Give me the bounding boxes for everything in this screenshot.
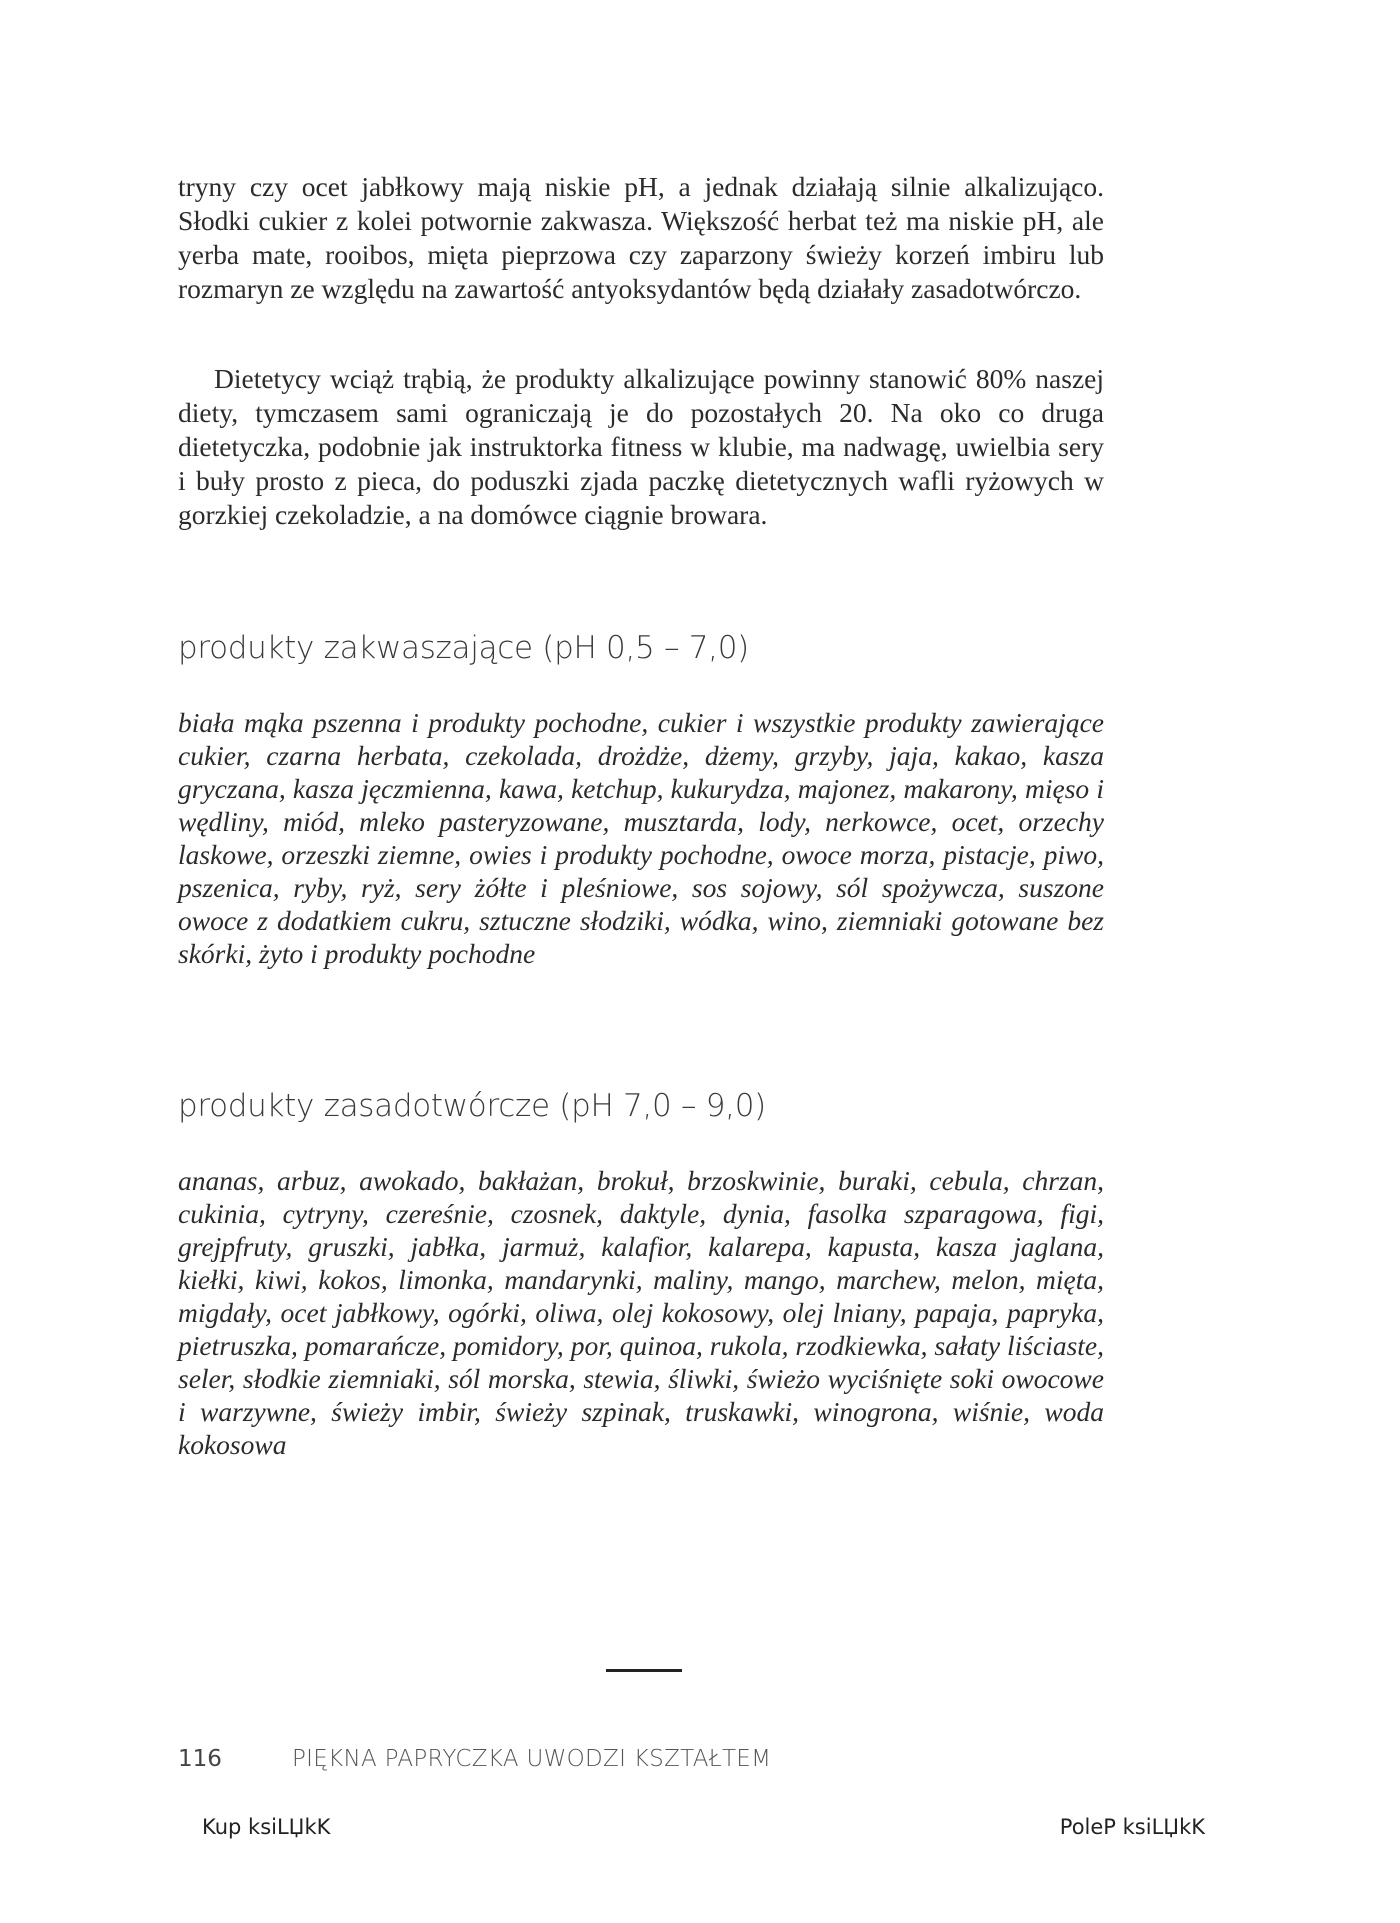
- paragraph-dietitians: Dietetycy wciąż trąbią, że produkty alkalizujące powinny stanowić 80% naszej diety, tymczasem sami ograniczają je do pozostałych 20. Na oko co druga dietetyczka, podobnie jak instruktorka fitness w klubie, ma nadwagę, uwielbia sery i buły prosto z pieca, do poduszki zjada paczkę dietetycznych wafli ryżowych w gorzkiej czekoladzie, a na domówce ciągnie browara.: [178, 363, 1104, 530]
- section-heading-alkalizing: produkty zasadotwórcze (pH 7,0 – 9,0): [178, 1088, 766, 1124]
- buy-book-link[interactable]: Kup ksiLЏkK: [202, 1815, 331, 1839]
- acidifying-products-list: biała mąka pszenna i produkty pochodne, cukier i wszystkie produkty zawierające cukier, czarna herbata, czekolada, drożdże, dżemy, grzyby, jaja, kakao, kasza gryczana, kasza jęczmienna, kawa, ketchup, kukurydza, majonez, makarony, mięso i wędliny, miód, mleko pasteryzowane, musztarda, lody, nerkowce, ocet, orzechy laskowe, orzeszki ziemne, owies i produkty pochodne, owoce morza, pistacje, piwo, pszenica, ryby, ryż, sery żółte i pleśniowe, sos sojowy, sól spożywcza, suszone owoce z dodatkiem cukru, sztuczne słodziki, wódka, wino, ziemniaki gotowane bez skórki, żyto i produkty pochodne: [178, 707, 1104, 969]
- page-number: 116: [178, 1746, 222, 1772]
- paragraph-continued: tryny czy ocet jabłkowy mają niskie pH, a jednak działają silnie alkalizująco. Słodki cukier z kolei potwornie zakwasza. Większość herbat też ma niskie pH, ale yerba mate, rooibos, mięta pieprzowa czy zaparzony świeży korzeń imbiru lub rozmaryn ze względu na zawartość antyoksydantów będą działały zasadotwórczo.: [178, 171, 1104, 304]
- section-heading-acidifying: produkty zakwaszające (pH 0,5 – 7,0): [178, 630, 749, 666]
- alkalizing-products-list: ananas, arbuz, awokado, bakłażan, brokuł, brzoskwinie, buraki, cebula, chrzan, cukinia, cytryny, czereśnie, czosnek, daktyle, dynia, fasolka szparagowa, figi, grejpfruty, gruszki, jabłka, jarmuż, kalafior, kalarepa, kapusta, kasza jaglana, kiełki, kiwi, kokos, limonka, mandarynki, maliny, mango, marchew, melon, mięta, migdały, ocet jabłkowy, ogórki, oliwa, olej kokosowy, olej lniany, papaja, papryka, pietruszka, pomarańcze, pomidory, por, quinoa, rukola, rzodkiewka, sałaty liściaste, seler, słodkie ziemniaki, sól morska, stewia, śliwki, świeżo wyciśnięte soki owocowe i warzywne, świeży imbir, świeży szpinak, truskawki, winogrona, wiśnie, woda kokosowa: [178, 1165, 1104, 1460]
- running-footer-title: PIĘKNA PAPRYCZKA UWODZI KSZTAŁTEM: [292, 1746, 772, 1772]
- recommend-book-link[interactable]: PoleP ksiLЏkK: [1059, 1815, 1205, 1839]
- section-divider: [606, 1669, 682, 1672]
